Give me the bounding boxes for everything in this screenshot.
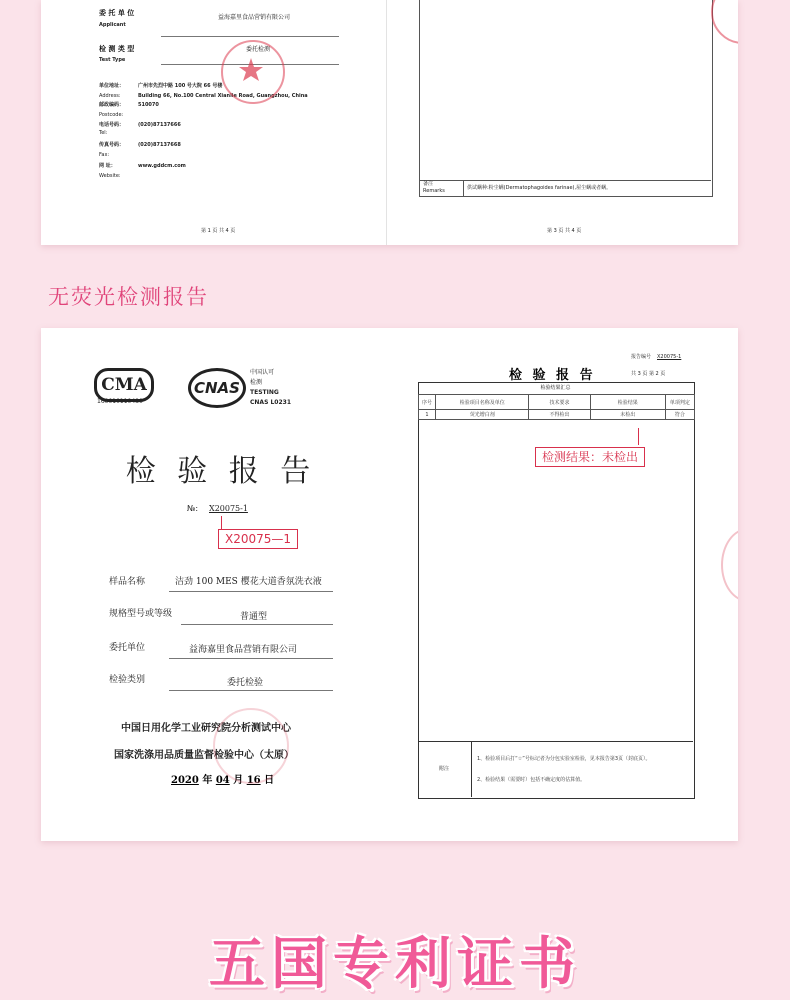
report-title: 检 验 报 告 [125,454,317,489]
address-label-en: Address: [99,93,121,99]
cma-number: 160010110480 [97,398,143,405]
tel-label: 电话号码： [99,122,125,128]
fax-label: 传真号码： [99,142,125,148]
official-seal [213,708,289,784]
spec-value: 普通型 [240,612,268,622]
result-annotation: 检测结果：未检出 [535,447,645,467]
results-table-frame [418,382,695,799]
top-certificate [41,0,738,245]
website-label-en: Website: [99,173,121,179]
report-no-value: X20075-1 [209,504,248,513]
address-value: 广州市先烈中路 100 号大院 66 号楼 [138,83,223,89]
org-name-2: 国家洗涤用品质量监督检验中心（太原） [114,750,294,761]
remarks-label-en: Remarks [423,188,445,194]
official-seal [221,40,285,104]
section-title: 无荧光检测报告 [48,285,209,309]
cnas-line-4: CNAS L0231 [250,399,292,406]
notes-divider [418,741,693,742]
cnas-line-3: TESTING [250,389,279,396]
client-value: 益海嘉里食品营销有限公司 [189,645,298,655]
applicant-value: 益海嘉里食品营销有限公司 [218,14,291,21]
remarks-value: 供试螨种:粉尘螨(Dermatophagoides farinae),屋尘螨或者螨。 [467,185,612,191]
report-no-annotation: X20075—1 [218,529,298,549]
page-divider [386,0,387,245]
remarks-label: 备注 [423,181,434,187]
postcode-label: 邮政编码： [99,102,125,108]
postcode-label-en: Postcode: [99,112,124,118]
test-type-label-en: Test Type [99,57,126,63]
annotation-pointer [638,428,639,445]
table-header-row [419,395,695,410]
notes-divider [471,741,472,797]
header-cell: 检验结果 [590,395,665,410]
fax-value: (020)87137668 [138,142,181,148]
table-cell: 不得检出 [529,410,590,420]
address-label: 单位地址： [99,83,125,89]
cma-logo: CMA [94,368,154,402]
underline [169,690,333,691]
tel-label-en: Tel: [99,130,108,136]
sample-name-value: 洁劲 100 MES 樱花大道香氛洗衣液 [175,577,322,587]
official-seal [711,0,738,44]
header-cell: 单项判定 [665,395,694,410]
notes-line-2: 2、检验结果（需要时）包括不确定度的估算值。 [477,777,586,783]
table-cell: 荧光增白剂 [436,410,529,420]
postcode-value: 510070 [138,102,159,108]
website-value: www.gddcm.com [138,163,186,169]
category-label: 检验类别 [109,675,146,685]
results-table [418,394,695,420]
underline [181,624,333,625]
underline [161,36,339,37]
report-no-label: №: [187,504,199,513]
category-value: 委托检验 [227,678,264,688]
summary-title: 检验结果汇总 [418,382,693,395]
notes-line-1: 1、检验项目后打“☆”号标记者为分包实验室检验，见本报告第3页（封底页）。 [477,756,651,762]
sample-name-label: 样品名称 [109,577,146,587]
page-number: 第 1 页 共 4 页 [201,228,236,234]
page-number: 第 3 页 共 4 页 [547,228,582,234]
official-seal [721,528,738,602]
inspection-report-certificate [41,328,738,841]
applicant-label-en: Applicant [99,22,126,28]
tel-value: (020)87137666 [138,122,181,128]
notes-label: 附注 [439,766,450,772]
header-cell: 序号 [419,395,436,410]
report-code-label: 报告编号 [631,354,652,360]
results-page-number: 共 3 页 第 2 页 [631,371,666,377]
fax-label-en: Fax: [99,152,110,158]
cnas-logo: CNAS [188,368,246,408]
underline [169,591,333,592]
test-type-value: 委托检测 [246,46,271,53]
client-label: 委托单位 [109,643,146,653]
header-cell: 技术要求 [529,395,590,410]
table-cell: 符合 [665,410,694,420]
table-cell: 1 [419,410,436,420]
address-value-en: Building 66, No.100 Central Xianlie Road, Guangzhou, China [138,93,308,99]
org-name-1: 中国日用化学工业研究院分析测试中心 [121,723,291,734]
test-type-label: 检 测 类 型 [99,45,135,53]
underline [169,658,333,659]
report-code-value: X20075-1 [657,354,682,360]
spec-label: 规格型号或等级 [109,609,173,619]
table-row [419,410,695,420]
website-label: 网 址： [99,163,116,169]
results-page-title: 检 验 报 告 [509,368,596,383]
applicant-label: 委 托 单 位 [99,9,135,17]
annotation-pointer [221,516,222,530]
table-divider [463,180,464,196]
cnas-line-1: 中国认可 [250,369,275,376]
issue-date: 2020 年 04 月 16 日 [171,775,275,786]
table-cell: 未检出 [590,410,665,420]
report-table-frame [419,0,713,197]
cnas-line-2: 检测 [250,379,263,386]
patent-section-title: 五国专利证书 [209,932,581,997]
header-cell: 检验项目名称及单位 [436,395,529,410]
